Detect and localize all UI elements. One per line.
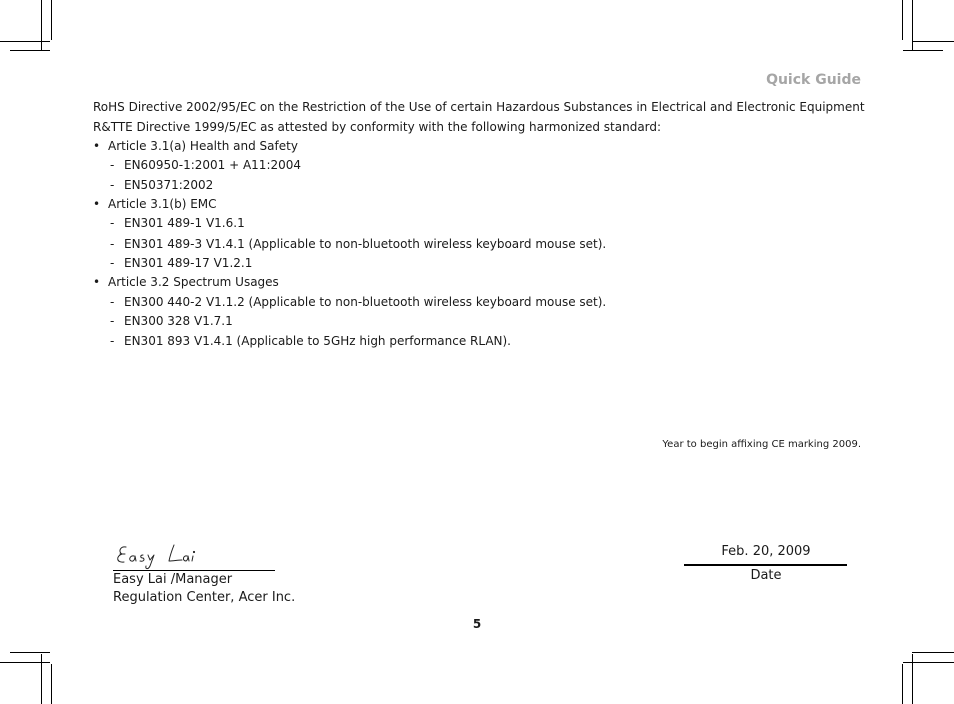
list-item xyxy=(110,177,213,193)
signatory-organization: Regulation Center, Acer Inc. xyxy=(113,590,296,605)
standard-text: EN301 489-3 V1.4.1 (Applicable to non-bluetooth wireless keyboard mouse set). xyxy=(124,237,607,251)
signatory-name: Easy Lai /Manager xyxy=(113,572,233,587)
dash: - xyxy=(110,295,115,309)
dash: - xyxy=(110,314,115,328)
standard-text: EN300 440-2 V1.1.2 (Applicable to non-bluetooth wireless keyboard mouse set). xyxy=(124,295,607,309)
article-title: Article 3.1(b) EMC xyxy=(108,197,217,211)
standard-text: EN50371:2002 xyxy=(124,178,214,192)
date-rule xyxy=(684,564,847,566)
date-value: Feb. 20, 2009 xyxy=(721,544,811,559)
article-3-1a xyxy=(93,138,298,154)
standard-text: EN301 893 V1.4.1 (Applicable to 5GHz high performance RLAN). xyxy=(124,334,511,348)
article-title: Article 3.1(a) Health and Safety xyxy=(108,139,298,153)
list-item xyxy=(110,157,301,173)
list-item xyxy=(110,294,606,310)
standard-text: EN301 489-1 V1.6.1 xyxy=(124,216,245,230)
date-label: Date xyxy=(750,568,782,583)
ce-marking-note: Year to begin affixing CE marking 2009. xyxy=(662,439,861,450)
rohs-directive-line: RoHS Directive 2002/95/EC on the Restriction of the Use of certain Hazardous Substances in Electrical and Electronic Equipment xyxy=(93,100,865,114)
standard-text: EN300 328 V1.7.1 xyxy=(124,314,233,328)
signature-rule xyxy=(113,570,275,571)
dash: - xyxy=(110,334,115,348)
handwritten-signature xyxy=(110,538,276,572)
bullet: • xyxy=(93,275,101,289)
dash: - xyxy=(110,178,115,192)
article-3-2 xyxy=(93,274,279,290)
bullet: • xyxy=(93,139,101,153)
bullet: • xyxy=(93,197,101,211)
dash: - xyxy=(110,237,115,251)
dash: - xyxy=(110,256,115,270)
list-item xyxy=(110,333,511,349)
list-item xyxy=(110,236,606,252)
list-item xyxy=(110,215,245,231)
dash: - xyxy=(110,216,115,230)
header-title: Quick Guide xyxy=(766,72,861,88)
rtte-directive-line: R&TTE Directive 1999/5/EC as attested by conformity with the following harmonized standard: xyxy=(93,120,662,134)
article-title: Article 3.2 Spectrum Usages xyxy=(108,275,279,289)
list-item xyxy=(110,255,252,271)
dash: - xyxy=(110,158,115,172)
standard-text: EN60950-1:2001 + A11:2004 xyxy=(124,158,302,172)
page-number: 5 xyxy=(472,617,482,631)
list-item xyxy=(110,313,233,329)
article-3-1b xyxy=(93,196,217,212)
standard-text: EN301 489-17 V1.2.1 xyxy=(124,256,253,270)
